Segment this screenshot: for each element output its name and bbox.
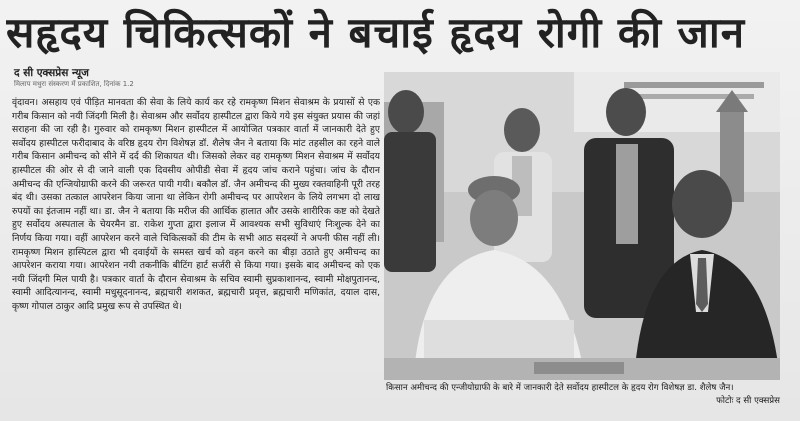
news-photo: [384, 72, 780, 380]
photo-caption: [386, 382, 780, 408]
article-headline: सहृदय चिकित्सकों ने बचाई हृदय रोगी की जान: [6, 8, 746, 57]
photo-illustration: [384, 72, 780, 380]
caption-text: किसान अमीचन्द की एन्जीयोग्राफी के बारे में जानकारी देते सर्वोदय हास्पीटल के हृदय रोग विशेषज्ञ डा. शैलेष जैन।: [386, 383, 734, 393]
article-subline: मिलाप मथुरा संस्करण में प्रकाशित, दिनांक 1.2: [14, 80, 134, 88]
article-body: वृंदावन। असहाय एवं पीड़ित मानवता की सेवा के लिये कार्य कर रहे रामकृष्ण मिशन सेवाश्रम के प्रयासों से एक गरीब किसान को नयी जिंदगी मिली है। सेवाश्रम और सर्वोदय हास्पीटल द्वारा किये गये इस संयुक्त प्रयास की जहां सराहना की जा रही है। गुरुवार को रामकृष्ण मिशन हास्पीटल में आयोजित पत्रकार वार्ता में जानकारी देते हुए सर्वोदय हास्पीटल फरीदाबाद के वरिष्ठ हृदय रोग विशेषज्ञ डॉ. शैलेष जैन ने बताया कि मांट तहसील का रहने वाले गरीब किसान अमीचन्द को सीने में दर्द की शिकायत थी। जिसको लेकर वह रामकृष्ण मिशन सेवाश्रम में सर्वोदय हास्पीटल की ओर से दी जाने वाली एक दिवसीय ओपीडी सेवा में हृदय जांच कराने पहुंचा। जांच के दौरान अमीचन्द की एन्जियोग्राफी करने की जरूरत पायी गयी। बकौल डॉ. जैन अमीचन्द की मुख्य रक्तवाहिनी पूरी तरह बंद थी। उसका तत्काल आपरेशन किया जाना था लेकिन रोगी अमीचन्द पर आपरेशन के लिये लगभग दो लाख रुपयों का इंतजाम नहीं था। डा. जैन ने बताया कि मरीज की आर्थिक हालात और उसके शारीरिक कष्ट को देखते हुए सर्वोदय अस्पताल के चेयरमैन डा. राकेश गुप्ता द्वारा इलाज में आवश्यक सभी सुविधाएं निःशुल्क देने का निर्णय किया गया। वहीं आपरेशन करने वाले चिकित्सकों की टीम के सभी आठ सदस्यों ने अपनी फीस नहीं ली। रामकृष्ण मिशन हास्पिटल द्वारा भी दवाईयों के समस्त खर्च को वहन करने का बीड़ा उठाते हुए अमीचन्द का आपरेशन कराया गया। आपरेशन नयी तकनीकि बीटिंग हार्ट सर्जरी से किया गया। इसके बाद अमीचन्द को एक नयी जिंदगी मिल पायी है। पत्रकार वार्ता के दौरान सेवाश्रम के सचिव स्वामी सुप्रकाशानन्द, स्वामी मोक्षपुतानन्द, स्वामी आदित्यानन्द, स्वामी मधुसूदनानन्द, ब्रह्मचारी शशकत, ब्रह्मचारी प्रवृत्त, ब्रह्मचारी मणिकांत, दयाल दास, कृष्ण गोपाल ठाकुर आदि प्रमुख रूप से उपस्थित थे।: [12, 97, 380, 312]
article-byline: द सी एक्सप्रेस न्यूज: [14, 67, 89, 79]
photo-credit: फोटोः द सी एक्सप्रेस: [716, 396, 780, 406]
